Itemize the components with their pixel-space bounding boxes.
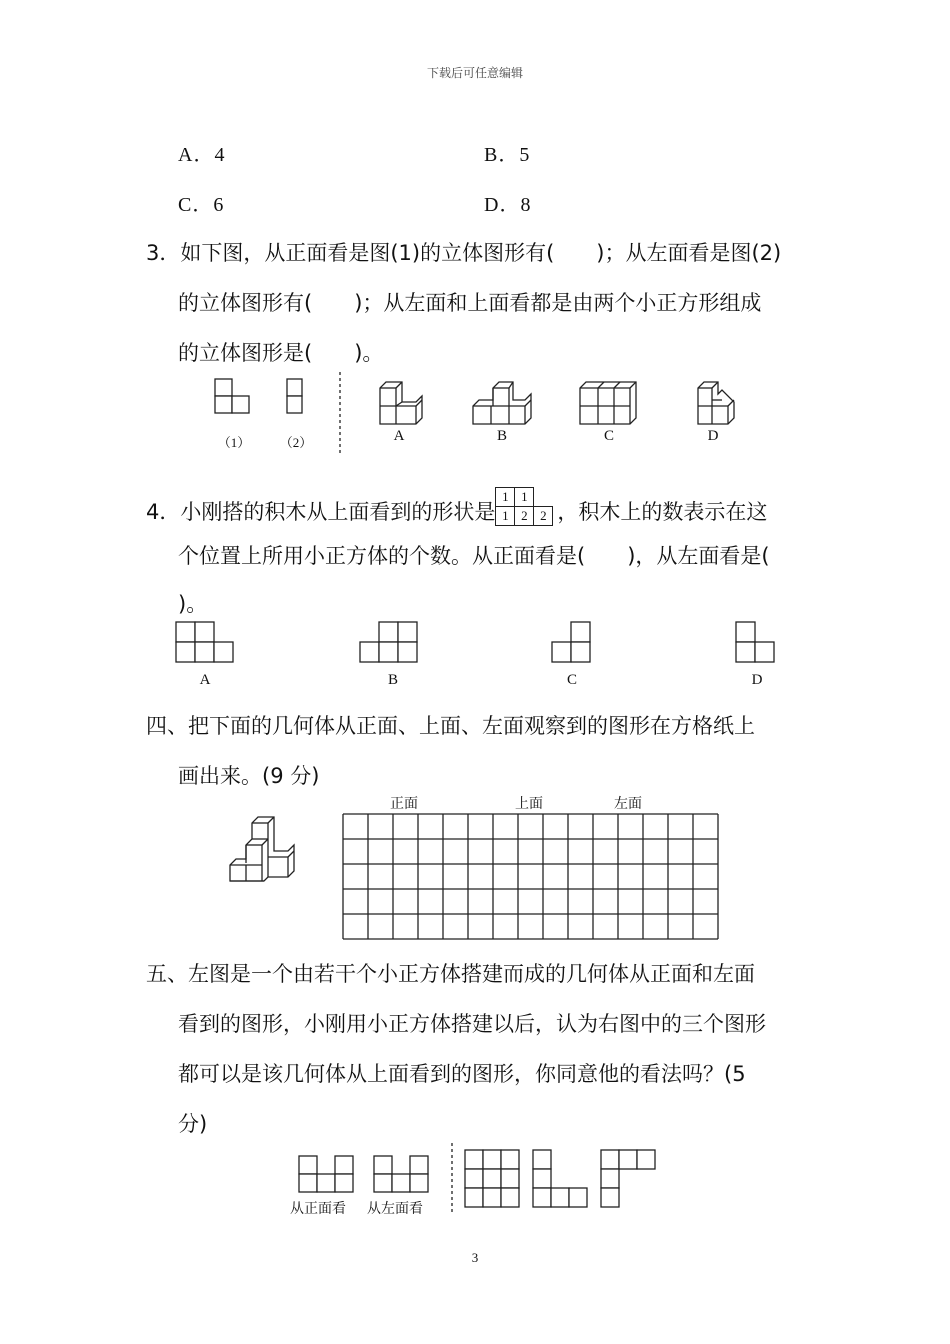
- grid-label-front: 正面: [390, 796, 418, 812]
- q3-divider: [339, 372, 342, 454]
- section5-line-2: 看到的图形，小刚用小正方体搭建以后，认为右图中的三个图形: [178, 1012, 766, 1036]
- q3-solid-a: [376, 380, 426, 426]
- q4-line-1a: 4．小刚搭的积木从上面看到的形状是: [146, 500, 496, 524]
- section4-solid: [228, 815, 298, 883]
- q3-fig1-label: （1）: [217, 435, 251, 450]
- section5-front-view: [298, 1155, 358, 1195]
- q4-top-cell: 1: [514, 487, 534, 507]
- q4-option-label-b: B: [387, 672, 398, 688]
- q3-solid-d: [694, 380, 740, 426]
- q4-option-label-d: D: [751, 672, 763, 688]
- section5-divider: [451, 1143, 454, 1215]
- option-c: C．6: [178, 194, 225, 216]
- q4-option-d-figure: [736, 622, 778, 664]
- q3-view-2: [286, 378, 306, 414]
- q4-top-grid: [495, 487, 557, 527]
- page-header: 下载后可任意编辑: [426, 66, 523, 80]
- q4-line-1: [146, 489, 768, 533]
- q4-top-cell: 1: [495, 506, 515, 526]
- section5-top-view-3: [600, 1149, 660, 1209]
- section4-line-2: 画出来。(9 分): [178, 764, 320, 788]
- q3-solid-label-c: C: [603, 428, 614, 444]
- section4-line-1: 四、把下面的几何体从正面、上面、左面观察到的图形在方格纸上: [146, 714, 755, 738]
- q3-view-1: [214, 378, 254, 414]
- option-a: A．4: [178, 144, 226, 166]
- section5-line-4: 分): [178, 1112, 208, 1136]
- q3-solid-b: [471, 380, 533, 426]
- section5-top-view-2: [532, 1149, 592, 1209]
- section5-left-view: [373, 1155, 433, 1195]
- q4-line-2: 个位置上所用小正方体的个数。从正面看是( )，从左面看是(: [178, 544, 770, 568]
- q4-line-3: )。: [178, 592, 208, 616]
- q4-option-b-figure: [360, 622, 420, 664]
- section5-line-1: 五、左图是一个由若干个小正方体搭建而成的几何体从正面和左面: [146, 962, 755, 986]
- q4-line-1b: ，积木上的数表示在这: [557, 500, 768, 524]
- square-grid-paper[interactable]: [342, 813, 720, 941]
- page-number: 3: [471, 1250, 479, 1265]
- q3-solid-label-b: B: [496, 428, 507, 444]
- grid-label-top: 上面: [515, 796, 543, 812]
- option-b: B．5: [484, 144, 531, 166]
- q4-top-cell: 2: [514, 506, 534, 526]
- q4-option-label-a: A: [199, 672, 211, 688]
- q3-line-3: 的立体图形是( )。: [178, 341, 384, 365]
- section5-left-label: 从左面看: [367, 1201, 423, 1217]
- q3-fig2-label: （2）: [279, 435, 313, 450]
- q3-line-1: 3．如下图，从正面看是图(1)的立体图形有( )；从左面看是图(2): [146, 241, 782, 265]
- section5-line-3: 都可以是该几何体从上面看到的图形，你同意他的看法吗？(5: [178, 1062, 746, 1086]
- q4-option-c-figure: [552, 622, 594, 664]
- q4-option-a-figure: [176, 622, 236, 664]
- q3-solid-label-d: D: [707, 428, 719, 444]
- q3-line-2: 的立体图形有( )；从左面和上面看都是由两个小正方形组成: [178, 291, 762, 315]
- q3-solid-c: [578, 380, 640, 426]
- grid-label-left: 左面: [614, 796, 642, 812]
- q3-solid-label-a: A: [393, 428, 405, 444]
- q4-option-label-c: C: [566, 672, 577, 688]
- q4-top-cell: 1: [495, 487, 515, 507]
- section5-top-view-1: [464, 1149, 524, 1209]
- q4-top-cell: 2: [533, 506, 553, 526]
- option-d: D．8: [484, 194, 532, 216]
- section5-front-label: 从正面看: [290, 1201, 346, 1217]
